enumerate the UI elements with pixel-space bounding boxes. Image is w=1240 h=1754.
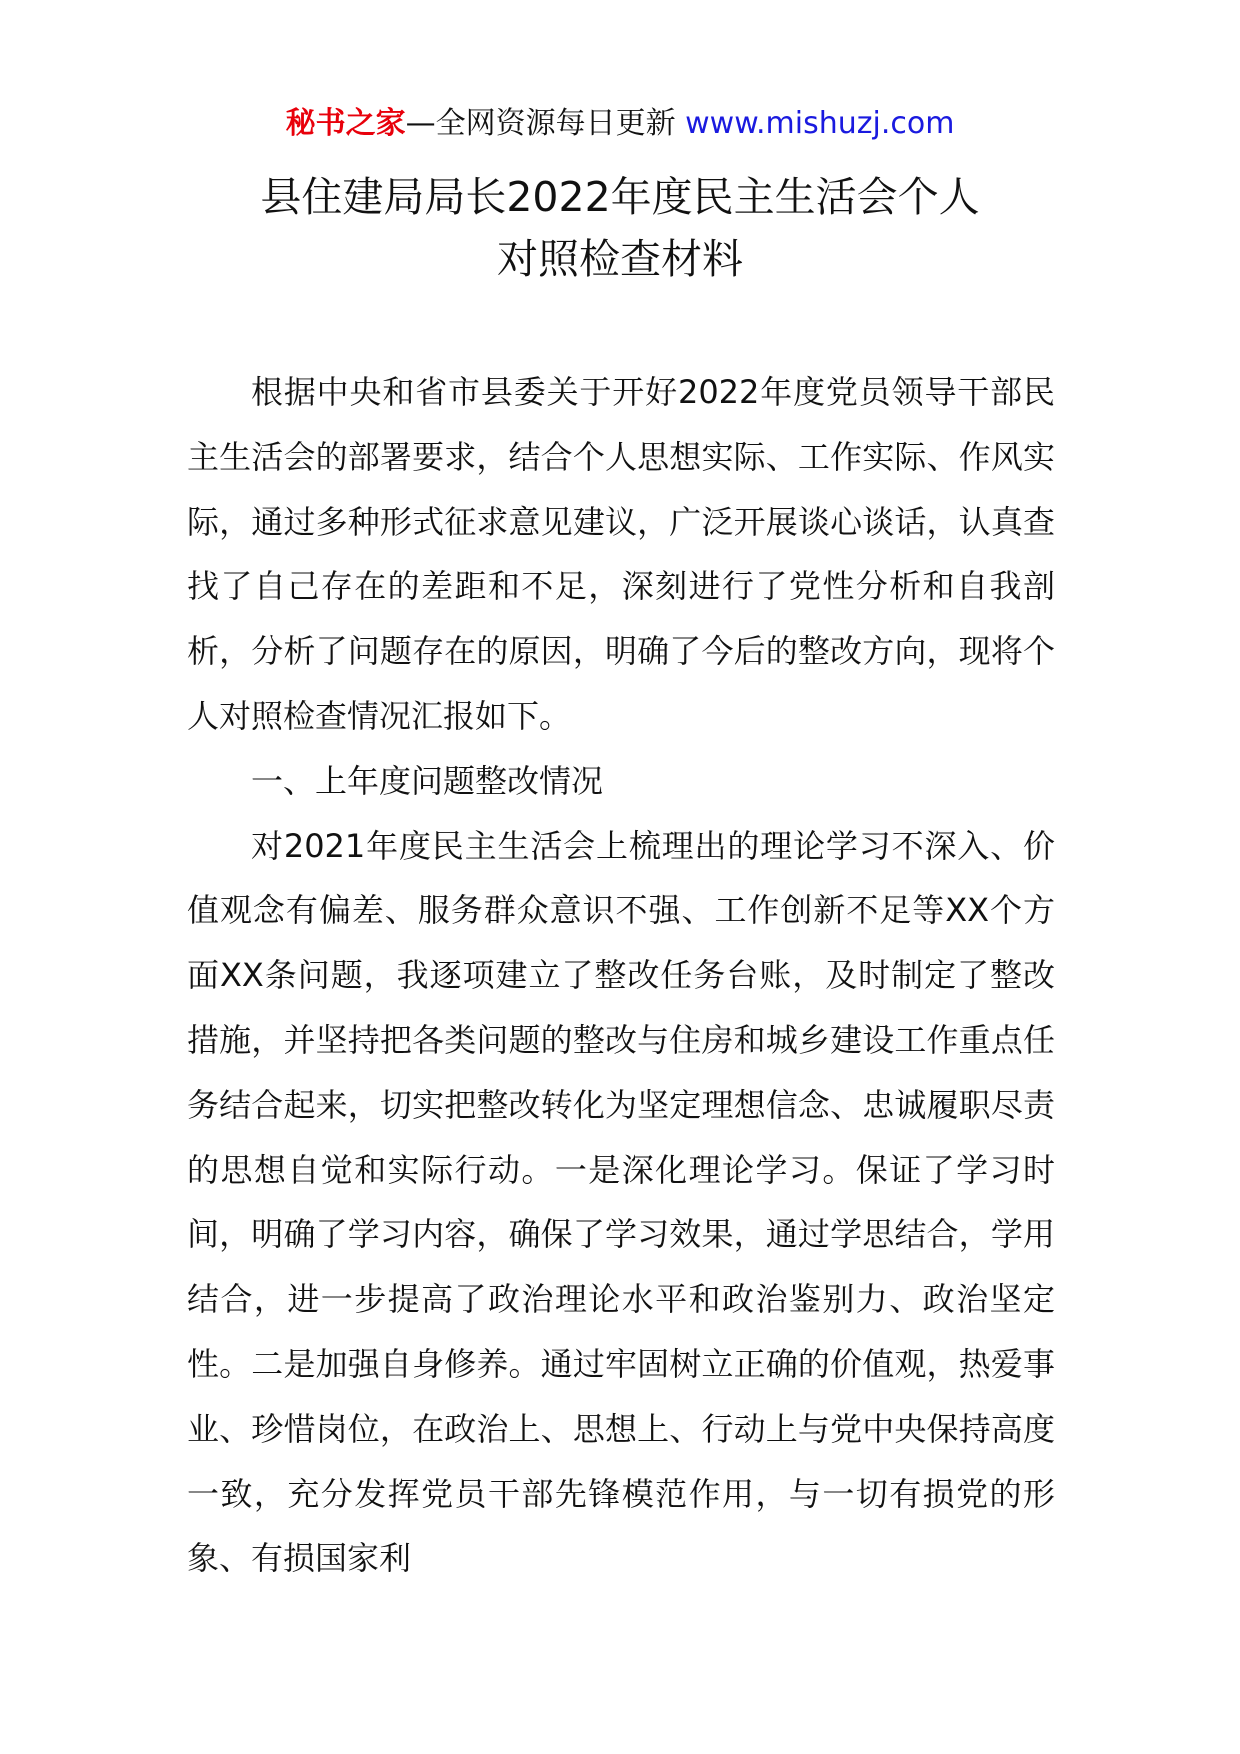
title-line-1: 县住建局局长2022年度民主生活会个人 — [260, 173, 980, 221]
rectification-paragraph: 对2021年度民主生活会上梳理出的理论学习不深入、价值观念有偏差、服务群众意识不强、工作创新不足等XX个方面XX条问题，我逐项建立了整改任务台账，及时制定了整改措施，并坚持把各类问题的整改与住房和城乡建设工作重点任务结合起来，切实把整改转化为坚定理想信念、忠诚履职尽责的思想自觉和实际行动。一是深化理论学习。保证了学习时间，明确了学习内容，确保了学习效果，通过学思结合，学用结合，进一步提高了政治理论水平和政治鉴别力、政治坚定性。二是加强自身修养。通过牢固树立正确的价值观，热爱事业、珍惜岗位，在政治上、思想上、行动上与党中央保持高度一致，充分发挥党员干部先锋模范作用，与一切有损党的形象、有损国家利 — [187, 826, 1055, 1578]
document-body — [187, 360, 1055, 1591]
intro-paragraph: 根据中央和省市县委关于开好2022年度党员领导干部民主生活会的部署要求，结合个人思想实际、工作实际、作风实际，通过多种形式征求意见建议，广泛开展谈心谈话，认真查找了自己存在的差距和不足，深刻进行了党性分析和自我剖析，分析了问题存在的原因，明确了今后的整改方向，现将个人对照检查情况汇报如下。 — [187, 373, 1055, 735]
website-link[interactable]: www.mishuzj.com — [685, 106, 955, 141]
section-heading: 一、上年度问题整改情况 — [251, 761, 604, 800]
watermark-header — [0, 104, 1240, 144]
title-line-2: 对照检查材料 — [497, 235, 743, 283]
header-tagline: —全网资源每日更新 — [405, 106, 676, 141]
document-title — [0, 166, 1240, 290]
brand-name: 秘书之家 — [285, 106, 406, 141]
